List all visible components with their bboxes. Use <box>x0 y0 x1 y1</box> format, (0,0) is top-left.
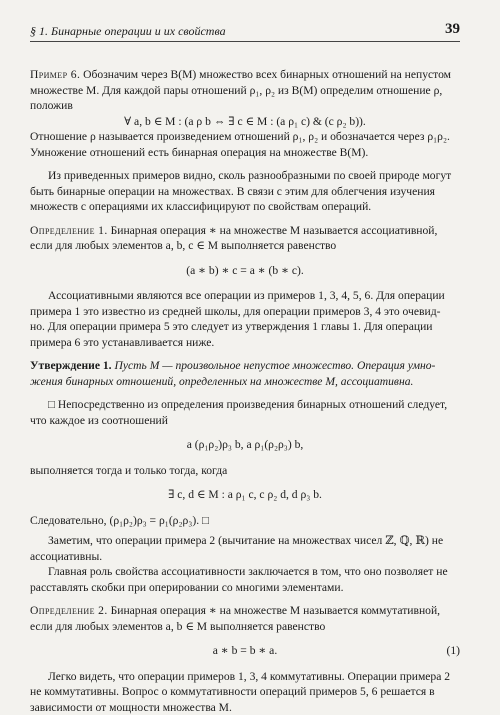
formula: (a ∗ b) ∗ c = a ∗ (b ∗ c). <box>30 263 460 279</box>
definition-label: Определение 1. <box>30 224 108 237</box>
equation <box>30 643 460 659</box>
text-line: множестве M. Для каждой пары отношений ρ₁, ρ₂ из B(M) определим отношение ρ, <box>30 83 460 99</box>
example-label: Пример 6. <box>30 68 80 81</box>
text-line: расставлять скобки при оперировании со многими элементами. <box>30 580 460 596</box>
definition-label: Определение 2. <box>30 604 108 617</box>
page-number: 39 <box>445 21 460 38</box>
formula: a ∗ b = b ∗ a. <box>213 644 277 657</box>
text-line: Главная роль свойства ассоциативности заключается в том, что оно позволяет не <box>30 564 460 580</box>
page-body <box>30 67 460 715</box>
section-title: § 1. Бинарные операции и их свойства <box>30 24 226 39</box>
text-line: если для любых элементов a, b, c ∈ M выполняется равенство <box>30 238 460 254</box>
equation-number: (1) <box>446 643 460 659</box>
text-line: выполняется тогда и только тогда, когда <box>30 463 460 479</box>
text-line: положив <box>30 98 460 114</box>
text-line: жения бинарных отношений, определенных на множестве M, ассоциативна. <box>30 374 460 390</box>
paragraph <box>30 288 460 350</box>
text-line: не коммутативны. Вопрос о коммутативности операций примеров 5, 6 решается в <box>30 684 460 700</box>
paragraph <box>30 669 460 715</box>
text-line: примера 1 это известно из средней школы, для операции примеров 3, 4 это очевид- <box>30 304 460 320</box>
text-line: Отношение ρ называется произведением отношений ρ₁, ρ₂ и обозначается через ρ₁ρ₂. <box>30 129 460 145</box>
running-header <box>30 21 460 42</box>
proof <box>30 397 460 528</box>
text-line: Пусть M — произвольное непустое множество. Операция умно- <box>114 359 435 372</box>
text-line: но. Для операции примера 5 это следует из утверждения 1 главы 1. Для операции <box>30 319 460 335</box>
text-line: Бинарная операция ∗ на множестве M называется ассоциативной, <box>111 224 438 237</box>
paragraph <box>30 533 460 564</box>
text-line: Обозначим через B(M) множество всех бинарных отношений на непустом <box>83 68 451 81</box>
text-line: множеств с операциями их классифицируют по свойствам операций. <box>30 199 460 215</box>
text-line: □ Непосредственно из определения произведения бинарных отношений следует, <box>30 397 460 413</box>
text-line: Следовательно, (ρ₁ρ₂)ρ₃ = ρ₁(ρ₂ρ₃). □ <box>30 513 460 529</box>
statement-label: Утверждение 1. <box>30 359 112 372</box>
text-line: Умножение отношений есть бинарная операция на множестве B(M). <box>30 145 460 161</box>
text-line: быть бинарные операции на множествах. В связи с этим для облегчения изучения <box>30 184 460 200</box>
text-line: Ассоциативными являются все операции из примеров 1, 3, 4, 5, 6. Для операции <box>30 288 460 304</box>
formula: ∃ c, d ∈ M : a ρ₁ c, c ρ₂ d, d ρ₃ b. <box>30 487 460 503</box>
statement-1 <box>30 358 460 389</box>
text-line: Из приведенных примеров видно, сколь разнообразными по своей природе могут <box>30 168 460 184</box>
text-line: если для любых элементов a, b ∈ M выполняется равенство <box>30 619 460 635</box>
formula: a (ρ₁ρ₂)ρ₃ b, a ρ₁(ρ₂ρ₃) b, <box>30 437 460 453</box>
definition-1 <box>30 223 460 279</box>
text-line: что каждое из соотношений <box>30 413 460 429</box>
text-line: Легко видеть, что операции примеров 1, 3, 4 коммутативны. Операции примера 2 <box>30 669 460 685</box>
text-line: зависимости от мощности множества M. <box>30 700 460 715</box>
paragraph <box>30 564 460 595</box>
text-line: Заметим, что операции примера 2 (вычитание на множествах чисел ℤ, ℚ, ℝ) не <box>30 533 460 549</box>
text-line: ассоциативны. <box>30 549 460 565</box>
text-line: примера 6 это устанавливается ниже. <box>30 335 460 351</box>
definition-2 <box>30 603 460 659</box>
formula: ∀ a, b ∈ M : (a ρ b ⇔ ∃ c ∈ M : (a ρ₁ c) & (c ρ₂ b)). <box>30 114 460 130</box>
example-6 <box>30 67 460 160</box>
text-line: Бинарная операция ∗ на множестве M называется коммутативной, <box>111 604 440 617</box>
paragraph <box>30 168 460 215</box>
